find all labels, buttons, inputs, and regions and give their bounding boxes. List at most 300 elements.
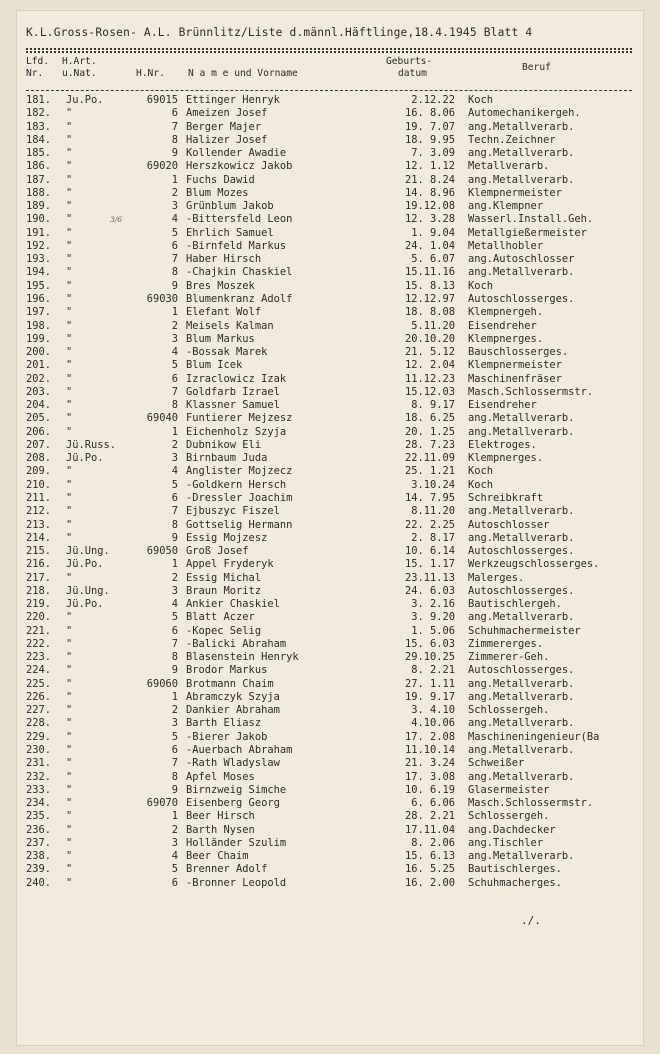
table-row: [16, 147, 644, 160]
row-birth-date: 14. 8.96: [404, 186, 455, 199]
row-category: ": [66, 107, 73, 120]
row-number: 222.: [26, 637, 52, 650]
row-birth-date: 3. 9.20: [411, 611, 455, 624]
row-name: -Rath Wladyslaw: [186, 757, 280, 770]
row-category: ": [66, 160, 73, 173]
row-number: 198.: [26, 319, 52, 332]
row-birth-date: 2.12.22: [411, 94, 455, 106]
table-row: [16, 266, 644, 279]
row-name: Ameizen Josef: [186, 107, 268, 120]
row-prisoner-number: 7: [171, 637, 178, 650]
table-row: [16, 492, 644, 505]
row-number: 189.: [26, 200, 52, 213]
row-birth-date: 27. 1.11: [404, 677, 455, 690]
row-birth-date: 16. 8.06: [404, 107, 455, 120]
row-prisoner-number: 1: [171, 425, 178, 438]
row-name: -Auerbach Abraham: [186, 744, 293, 757]
table-row: [16, 598, 644, 611]
row-name: -Bronner Leopold: [186, 876, 287, 889]
row-prisoner-number: 8: [171, 399, 178, 412]
row-birth-date: 8. 2.21: [411, 664, 455, 677]
row-number: 229.: [26, 730, 52, 743]
row-occupation: Glasermeister: [468, 783, 550, 796]
row-name: Meisels Kalman: [186, 319, 274, 332]
row-occupation: Klempnermeister: [468, 359, 562, 372]
row-number: 200.: [26, 346, 52, 359]
row-name: Blumenkranz Adolf: [186, 292, 293, 305]
row-name: -Bossak Marek: [186, 346, 268, 359]
row-number: 201.: [26, 359, 52, 372]
row-category: ": [66, 744, 73, 757]
row-prisoner-number: 69015: [146, 94, 178, 106]
row-number: 188.: [26, 186, 52, 199]
row-category: ": [66, 133, 73, 146]
row-prisoner-number: 5: [171, 611, 178, 624]
row-birth-date: 15. 6.03: [404, 637, 455, 650]
row-occupation: ang.Metallverarb.: [468, 425, 575, 438]
table-row: [16, 439, 644, 452]
row-occupation: Bautischlerges.: [468, 863, 562, 876]
row-number: 182.: [26, 107, 52, 120]
row-prisoner-number: 7: [171, 505, 178, 518]
row-number: 235.: [26, 810, 52, 823]
row-number: 196.: [26, 292, 52, 305]
row-occupation: ang.Metallverarb.: [468, 412, 575, 425]
row-category: ": [66, 491, 73, 504]
row-occupation: Klempnergeh.: [468, 306, 544, 319]
row-occupation: Klempnermeister: [468, 186, 562, 199]
row-number: 183.: [26, 120, 52, 133]
row-birth-date: 24. 6.03: [404, 584, 455, 597]
table-row: [16, 479, 644, 492]
row-birth-date: 21. 8.24: [404, 173, 455, 186]
table-row: [16, 213, 644, 226]
row-number: 207.: [26, 438, 52, 451]
row-category: ": [66, 770, 73, 783]
row-category: ": [66, 306, 73, 319]
table-row: [16, 200, 644, 213]
row-occupation: ang.Metallverarb.: [468, 505, 575, 518]
row-name: Haber Hirsch: [186, 253, 262, 266]
row-category: ": [66, 518, 73, 531]
row-prisoner-number: 2: [171, 704, 178, 717]
row-occupation: ang.Autoschlosser: [468, 253, 575, 266]
table-row: [16, 824, 644, 837]
row-category: ": [66, 332, 73, 345]
row-birth-date: 11.10.14: [404, 744, 455, 757]
row-number: 181.: [26, 94, 52, 106]
row-category: ": [66, 651, 73, 664]
row-number: 191.: [26, 226, 52, 239]
table-row: [16, 797, 644, 810]
row-category: Jü.Po.: [66, 452, 104, 465]
row-birth-date: 19. 7.07: [404, 120, 455, 133]
row-prisoner-number: 6: [171, 744, 178, 757]
row-number: 210.: [26, 478, 52, 491]
row-prisoner-number: 3: [171, 452, 178, 465]
table-row: [16, 784, 644, 797]
row-occupation: ang.Metallverarb.: [468, 611, 575, 624]
row-prisoner-number: 6: [171, 624, 178, 637]
row-occupation: Autoschlosserges.: [468, 584, 575, 597]
table-row: [16, 611, 644, 624]
table-row: [16, 174, 644, 187]
row-number: 225.: [26, 677, 52, 690]
row-occupation: ang.Tischler: [468, 836, 544, 849]
row-category: ": [66, 319, 73, 332]
row-birth-date: 5.11.20: [411, 319, 455, 332]
row-birth-date: 4.10.06: [411, 717, 455, 730]
row-name: Beer Hirsch: [186, 810, 255, 823]
row-category: ": [66, 385, 73, 398]
row-occupation: Metallhobler: [468, 239, 544, 252]
row-name: Halizer Josef: [186, 133, 268, 146]
row-birth-date: 19.12.08: [404, 200, 455, 213]
row-birth-date: 7. 3.09: [411, 147, 455, 160]
row-occupation: ang.Metallverarb.: [468, 850, 575, 863]
row-prisoner-number: 3: [171, 717, 178, 730]
row-occupation: ang.Metallverarb.: [468, 677, 575, 690]
row-occupation: Schuhmachermeister: [468, 624, 581, 637]
table-row: [16, 306, 644, 319]
row-name: Blum Icek: [186, 359, 243, 372]
row-prisoner-number: 9: [171, 783, 178, 796]
row-category: ": [66, 783, 73, 796]
col-haeftlingsart: H.Art. u.Nat.: [62, 56, 97, 79]
row-prisoner-number: 9: [171, 664, 178, 677]
row-occupation: Schreibkraft: [468, 491, 544, 504]
table-row: [16, 519, 644, 532]
row-occupation: Schlossergeh.: [468, 704, 550, 717]
row-category: Jü.Ung.: [66, 545, 110, 558]
row-category: ": [66, 226, 73, 239]
row-occupation: Schweißer: [468, 757, 525, 770]
row-number: 203.: [26, 385, 52, 398]
row-number: 233.: [26, 783, 52, 796]
row-name: Braun Moritz: [186, 584, 262, 597]
row-occupation: Autoschlosserges.: [468, 545, 575, 558]
row-category: ": [66, 266, 73, 279]
row-occupation: Maschinenfräser: [468, 372, 562, 385]
row-number: 231.: [26, 757, 52, 770]
row-prisoner-number: 6: [171, 876, 178, 889]
row-category: ": [66, 186, 73, 199]
row-occupation: ang.Metallverarb.: [468, 531, 575, 544]
row-name: Barth Nysen: [186, 823, 255, 836]
table-row: [16, 320, 644, 333]
row-name: Abramczyk Szyja: [186, 690, 280, 703]
col-haeftlingsnummer: H.Nr.: [136, 68, 165, 79]
row-number: 208.: [26, 452, 52, 465]
row-number: 214.: [26, 531, 52, 544]
table-row: [16, 359, 644, 372]
row-name: Anglister Mojzecz: [186, 465, 293, 478]
row-category: ": [66, 239, 73, 252]
row-number: 217.: [26, 571, 52, 584]
table-row: [16, 744, 644, 757]
row-prisoner-number: 69070: [146, 797, 178, 810]
row-number: 223.: [26, 651, 52, 664]
row-occupation: Koch: [468, 279, 494, 292]
row-number: 239.: [26, 863, 52, 876]
row-name: Essig Mojzesz: [186, 531, 268, 544]
row-birth-date: 18. 6.25: [404, 412, 455, 425]
row-prisoner-number: 69020: [146, 160, 178, 173]
row-prisoner-number: 5: [171, 478, 178, 491]
row-birth-date: 25. 1.21: [404, 465, 455, 478]
table-row: [16, 94, 644, 107]
row-prisoner-number: 8: [171, 770, 178, 783]
row-prisoner-number: 5: [171, 359, 178, 372]
col-lfd-nr: Lfd. Nr.: [26, 56, 50, 79]
table-row: [16, 399, 644, 412]
row-name: Blum Markus: [186, 332, 255, 345]
row-birth-date: 8. 9.17: [411, 399, 455, 412]
row-occupation: Masch.Schlossermstr.: [468, 385, 594, 398]
row-occupation: Koch: [468, 478, 494, 491]
row-prisoner-number: 69030: [146, 292, 178, 305]
row-number: 209.: [26, 465, 52, 478]
row-prisoner-number: 9: [171, 147, 178, 160]
table-row: [16, 691, 644, 704]
row-name: Ettinger Henryk: [186, 94, 280, 106]
row-occupation: Schlossergeh.: [468, 810, 550, 823]
row-category: ": [66, 372, 73, 385]
row-prisoner-number: 7: [171, 253, 178, 266]
row-occupation: Koch: [468, 94, 494, 106]
row-margin-note: 3/6: [110, 215, 123, 225]
table-row: [16, 386, 644, 399]
table-row: [16, 532, 644, 545]
row-occupation: Techn.Zeichner: [468, 133, 556, 146]
row-birth-date: 16. 5.25: [404, 863, 455, 876]
row-occupation: Maschineningenieur(Ba: [468, 730, 600, 743]
row-name: -Kopec Selig: [186, 624, 262, 637]
row-prisoner-number: 3: [171, 200, 178, 213]
row-birth-date: 21. 3.24: [404, 757, 455, 770]
row-occupation: Masch.Schlossermstr.: [468, 797, 594, 810]
table-row: [16, 810, 644, 823]
row-prisoner-number: 8: [171, 651, 178, 664]
row-number: 228.: [26, 717, 52, 730]
row-birth-date: 20.10.20: [404, 332, 455, 345]
row-birth-date: 1. 9.04: [411, 226, 455, 239]
row-birth-date: 22.11.09: [404, 452, 455, 465]
table-row: [16, 717, 644, 730]
row-name: Birnbaum Juda: [186, 452, 268, 465]
row-number: 238.: [26, 850, 52, 863]
row-name: Essig Michal: [186, 571, 262, 584]
row-number: 206.: [26, 425, 52, 438]
table-row: [16, 160, 644, 173]
table-row: [16, 863, 644, 876]
row-category: ": [66, 412, 73, 425]
row-occupation: Elektroges.: [468, 438, 537, 451]
table-row: [16, 373, 644, 386]
row-category: ": [66, 797, 73, 810]
row-prisoner-number: 5: [171, 226, 178, 239]
row-birth-date: 23.11.13: [404, 571, 455, 584]
row-occupation: Werkzeugschlosserges.: [468, 558, 600, 571]
row-birth-date: 3.10.24: [411, 478, 455, 491]
table-row: [16, 651, 644, 664]
row-category: ": [66, 399, 73, 412]
row-occupation: Eisendreher: [468, 319, 537, 332]
row-name: Klassner Samuel: [186, 399, 280, 412]
row-name: Herszkowicz Jakob: [186, 160, 293, 173]
row-occupation: Wasserl.Install.Geh.: [468, 213, 594, 226]
row-number: 205.: [26, 412, 52, 425]
row-category: ": [66, 147, 73, 160]
row-name: Barth Eliasz: [186, 717, 262, 730]
row-birth-date: 28. 2.21: [404, 810, 455, 823]
row-name: -Balicki Abraham: [186, 637, 287, 650]
table-row: [16, 227, 644, 240]
table-row: [16, 134, 644, 147]
row-prisoner-number: 4: [171, 850, 178, 863]
row-birth-date: 3. 4.10: [411, 704, 455, 717]
row-number: 190.: [26, 213, 52, 226]
row-prisoner-number: 2: [171, 823, 178, 836]
row-occupation: Autoschlosserges.: [468, 292, 575, 305]
row-number: 184.: [26, 133, 52, 146]
row-name: Blum Mozes: [186, 186, 249, 199]
table-row: [16, 187, 644, 200]
row-name: Dankier Abraham: [186, 704, 280, 717]
row-number: 226.: [26, 690, 52, 703]
header-rule-top: [26, 48, 632, 50]
row-birth-date: 17. 3.08: [404, 770, 455, 783]
row-prisoner-number: 1: [171, 173, 178, 186]
table-row: [16, 638, 644, 651]
row-birth-date: 19. 9.17: [404, 690, 455, 703]
row-number: 220.: [26, 611, 52, 624]
row-category: ": [66, 425, 73, 438]
table-row: [16, 465, 644, 478]
row-number: 185.: [26, 147, 52, 160]
row-birth-date: 2. 8.17: [411, 531, 455, 544]
row-name: Brotmann Chaim: [186, 677, 274, 690]
table-row: [16, 505, 644, 518]
row-category: ": [66, 690, 73, 703]
col-beruf: Beruf: [522, 62, 551, 73]
table-row: [16, 877, 644, 890]
row-prisoner-number: 8: [171, 518, 178, 531]
row-name: Beer Chaim: [186, 850, 249, 863]
row-category: ": [66, 213, 73, 226]
row-occupation: Klempnerges.: [468, 332, 544, 345]
row-prisoner-number: 1: [171, 690, 178, 703]
row-name: Ehrlich Samuel: [186, 226, 274, 239]
row-category: ": [66, 664, 73, 677]
row-category: ": [66, 253, 73, 266]
row-birth-date: 3. 2.16: [411, 598, 455, 611]
table-row: [16, 253, 644, 266]
row-number: 213.: [26, 518, 52, 531]
row-birth-date: 18. 8.08: [404, 306, 455, 319]
table-row: [16, 771, 644, 784]
row-name: Funtierer Mejzesz: [186, 412, 293, 425]
row-name: Goldfarb Izrael: [186, 385, 280, 398]
row-prisoner-number: 4: [171, 346, 178, 359]
row-category: ": [66, 505, 73, 518]
row-name: -Dressler Joachim: [186, 491, 293, 504]
row-number: 186.: [26, 160, 52, 173]
row-category: ": [66, 717, 73, 730]
row-prisoner-number: 4: [171, 213, 178, 226]
prisoner-list: [16, 94, 644, 890]
table-row: [16, 585, 644, 598]
row-number: 187.: [26, 173, 52, 186]
row-category: ": [66, 677, 73, 690]
row-category: ": [66, 200, 73, 213]
row-birth-date: 17.11.04: [404, 823, 455, 836]
row-prisoner-number: 7: [171, 757, 178, 770]
row-birth-date: 8. 2.06: [411, 836, 455, 849]
row-name: Groß Josef: [186, 545, 249, 558]
row-prisoner-number: 3: [171, 836, 178, 849]
row-occupation: Schuhmacherges.: [468, 876, 562, 889]
row-category: ": [66, 704, 73, 717]
row-occupation: ang.Metallverarb.: [468, 717, 575, 730]
row-prisoner-number: 2: [171, 438, 178, 451]
row-birth-date: 10. 6.14: [404, 545, 455, 558]
table-row: [16, 280, 644, 293]
row-name: Berger Majer: [186, 120, 262, 133]
column-header-rule: [26, 90, 632, 91]
row-category: ": [66, 637, 73, 650]
table-row: [16, 837, 644, 850]
row-prisoner-number: 7: [171, 385, 178, 398]
row-prisoner-number: 2: [171, 319, 178, 332]
row-occupation: Metallverarb.: [468, 160, 550, 173]
row-prisoner-number: 69050: [146, 545, 178, 558]
row-category: ": [66, 810, 73, 823]
row-number: 215.: [26, 545, 52, 558]
row-name: Ankier Chaskiel: [186, 598, 280, 611]
row-number: 204.: [26, 399, 52, 412]
row-prisoner-number: 6: [171, 372, 178, 385]
row-category: ": [66, 757, 73, 770]
row-name: Blatt Aczer: [186, 611, 255, 624]
table-row: [16, 850, 644, 863]
row-number: 230.: [26, 744, 52, 757]
row-name: Eichenholz Szyja: [186, 425, 287, 438]
row-prisoner-number: 2: [171, 186, 178, 199]
row-birth-date: 22. 2.25: [404, 518, 455, 531]
row-birth-date: 21. 5.12: [404, 346, 455, 359]
row-occupation: ang.Dachdecker: [468, 823, 556, 836]
row-number: 240.: [26, 876, 52, 889]
col-geburtsdatum: Geburts- datum: [386, 56, 433, 79]
table-row: [16, 333, 644, 346]
table-row: [16, 293, 644, 306]
row-category: ": [66, 279, 73, 292]
row-name: Brodor Markus: [186, 664, 268, 677]
row-number: 219.: [26, 598, 52, 611]
row-prisoner-number: 5: [171, 730, 178, 743]
row-birth-date: 5. 6.07: [411, 253, 455, 266]
row-birth-date: 18. 9.95: [404, 133, 455, 146]
table-row: [16, 412, 644, 425]
row-birth-date: 28. 7.23: [404, 438, 455, 451]
row-birth-date: 15.11.16: [404, 266, 455, 279]
row-occupation: ang.Metallverarb.: [468, 173, 575, 186]
row-prisoner-number: 6: [171, 239, 178, 252]
row-category: ": [66, 346, 73, 359]
row-number: 216.: [26, 558, 52, 571]
row-occupation: Bauschlosserges.: [468, 346, 569, 359]
